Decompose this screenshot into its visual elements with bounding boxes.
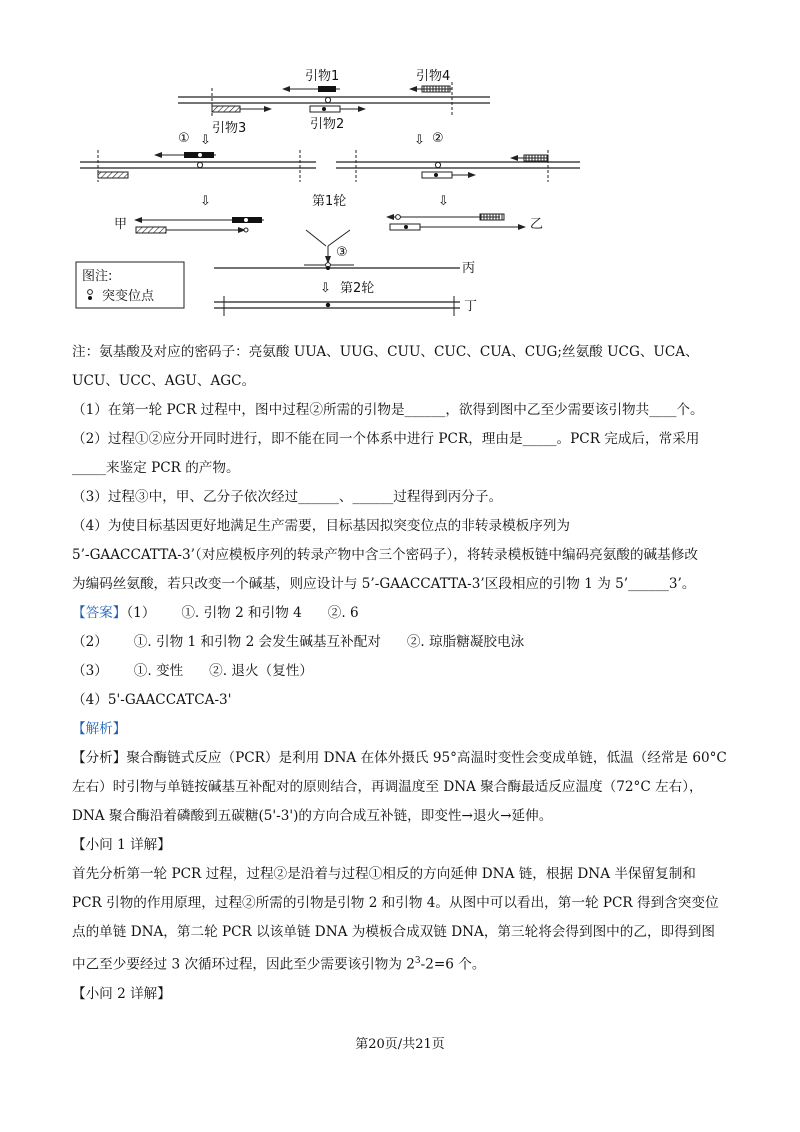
analysis-line-6: PCR 引物的作用原理，过程②所需的引物是引物 2 和引物 4。从图中可以看出，第一轮 PCR 得到含突变位 (72, 895, 719, 911)
page-number: 第20页/共21页 (355, 1037, 445, 1052)
analysis-line-1: 【分析】聚合酶链式反应（PCR）是利用 DNA 在体外摄氏 95°高温时变性会变成单链，低温（经常是 60°C (72, 750, 727, 766)
primer1-label: 引物1 (305, 69, 340, 84)
primer1-mark (318, 86, 336, 92)
step3-label: ③ (336, 245, 348, 260)
subq1-heading: 【小问 1 详解】 (72, 837, 171, 853)
mutation-site (325, 97, 330, 102)
answer-tag: 【答案】 (72, 605, 127, 621)
ding-label: 丁 (464, 299, 478, 314)
primer2-label: 引物2 (310, 117, 345, 132)
codon-note-cont: UCU、UCC、AGU、AGC。 (72, 373, 256, 389)
legend-item: 突变位点 (102, 289, 155, 304)
primer4-mark (422, 86, 450, 92)
step2-label: ② (432, 131, 444, 146)
question-2-cont: _____来鉴定 PCR 的产物。 (72, 460, 240, 476)
analysis-line-3: DNA 聚合酶沿着磷酸到五碳糖(5'-3')的方向合成互补链，即变性→退火→延伸。 (72, 808, 553, 824)
primer3-label: 引物3 (212, 121, 247, 136)
codon-note: 注：氨基酸及对应的密码子：亮氨酸 UUA、UUG、CUU、CUC、CUA、CUG;丝氨酸 UCG、UCA、 (72, 344, 699, 360)
legend-title: 图注: (82, 269, 113, 284)
analysis-line-7: 点的单链 DNA，第二轮 PCR 以该单链 DNA 为模板合成双链 DNA，第三轮将会得到图中的乙，即得到图 (72, 924, 715, 940)
bing-label: 丙 (462, 261, 476, 276)
right-down-arrow: ⇩ (438, 194, 449, 209)
answer-2: （2） ①. 引物 1 和引物 2 会发生碱基互补配对 ②. 琼脂糖凝胶电泳 (72, 634, 525, 650)
step1-label: ① (178, 131, 190, 146)
document-body (72, 338, 732, 1009)
left-down-arrow: ⇩ (200, 194, 211, 209)
yi-label: 乙 (530, 217, 544, 232)
jia-label: 甲 (114, 217, 128, 232)
analysis-line-5: 首先分析第一轮 PCR 过程，过程②是沿着与过程①相反的方向延伸 DNA 链，根据 DNA 半保留复制和 (72, 866, 696, 882)
question-1: （1）在第一轮 PCR 过程中，图中过程②所需的引物是______，欲得到图中乙至少需要该引物共____个。 (72, 402, 704, 418)
question-4: （4）为使目标基因更好地满足生产需要，目标基因拟突变位点的非转录模板序列为 (72, 518, 571, 534)
analysis-tag: 【解析】 (72, 721, 127, 737)
subq2-heading: 【小问 2 详解】 (72, 985, 171, 1002)
question-4-seq: 5’-GAACCATTA-3’（对应模板序列的转录产物中含三个密码子），将转录模板链中编码亮氨酸的碱基修改 (72, 547, 698, 563)
answer-1: （1） ①. 引物 2 和引物 4 ②. 6 (126, 605, 359, 621)
answer-line-1 (72, 599, 732, 628)
pcr-mutagenesis-diagram (60, 60, 620, 330)
round1-label: 第1轮 (312, 194, 347, 209)
step1-arrow: ⇩ (200, 133, 211, 148)
analysis-line-8: 中乙至少要经过 3 次循环过程，因此至少需要该引物为 $2^3-2=6$ 个。 (72, 956, 486, 973)
round2-label: 第2轮 (340, 281, 375, 296)
step2-arrow: ⇩ (414, 133, 425, 148)
question-2: （2）过程①②应分开同时进行，即不能在同一个体系中进行 PCR，理由是_____。PCR 完成后，常采用 (72, 431, 700, 447)
exponent: 3 (414, 956, 421, 966)
question-4-cont: 为编码丝氨酸，若只改变一个碱基，则应设计与 5’-GAACCATTA-3’区段相应的引物 1 为 5’______3’。 (72, 576, 696, 592)
primer4-label: 引物4 (416, 69, 451, 84)
question-3: （3）过程③中，甲、乙分子依次经过______、______过程得到丙分子。 (72, 489, 503, 505)
analysis-line-2: 左右）时引物与单链按碱基互补配对的原则结合，再调温度至 DNA 聚合酶最适反应温度（72°C 左右）， (72, 779, 703, 795)
answer-4: （4）5'-GAACCATCA-3' (72, 692, 232, 708)
answer-3: （3） ①. 变性 ②. 退火（复性） (72, 663, 313, 679)
primer3-mark (212, 106, 240, 112)
round2-arrow: ⇩ (320, 281, 331, 296)
